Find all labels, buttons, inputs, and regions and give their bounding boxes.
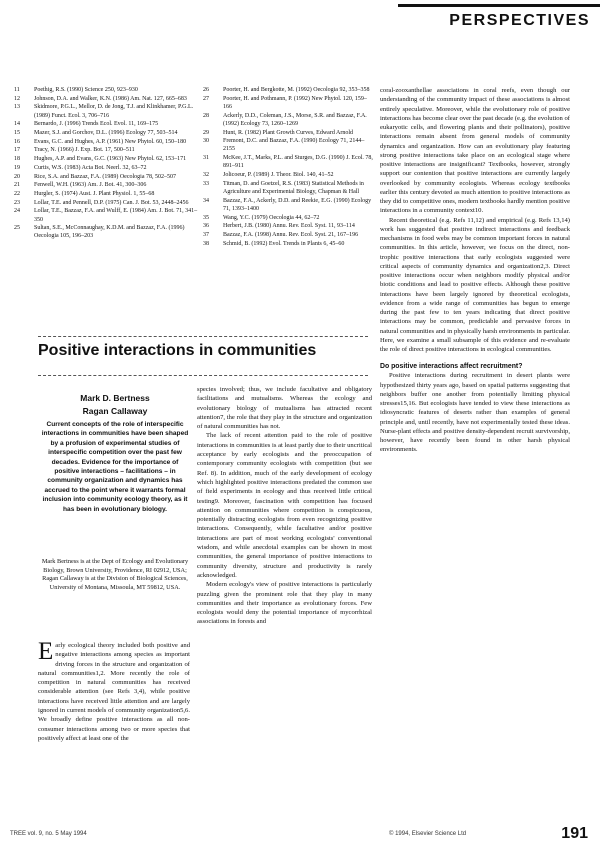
- paragraph: Recent theoretical (e.g. Refs 11,12) and empirical (e.g. Refs 13,14) work has suggested that positive indirect interactions and feedback mechanisms in food webs may be common important forces in natural communities. In this article, however, we focus on the direct, non-trophic positive interactions that early ecologists suggested were critical aspects of community dynamics and organization2,3. Direct positive interactions occur when neighbors modify physical and/or biotic conditions and lead to positive effects. Although these positive interactions have been largely ignored by theoretical ecologists, evidence from a wide range of communities has begun to emerge during the past few to ten years indicating that direct positive interactions may be common, predictable and pervasive forces in natural communities and in physically harsh environments in particular. Here, we examine a small subsample of this evidence and re-evaluate the role of direct positive interactions in ecological communities.: [380, 216, 570, 353]
- reference-text: Poorter, H. and Bergkotte, M. (1992) Oecologia 92, 353–358: [223, 87, 370, 93]
- reference-number: 28: [203, 112, 209, 119]
- reference-entry: [203, 171, 373, 179]
- reference-text: Curtis, W.S. (1983) Acta Bot. Neerl. 32, 63–72: [34, 164, 147, 171]
- paragraph: The lack of recent attention paid to the role of positive interactions in communities is at least partly due to their uncritical acceptance by early ecologists and the preoccupation of contemporary community ecologists with competition (but see Ref. 8). In addition, much of the early development of ecology which highlighted positive interactions predated the common use of field experiments in ecology and thus received little critical testing9. Moreover, fascination with competition has focused attention on communities where competition is conspicuous, potentially distracting ecologists from even recognizing positive interactions. Consequently, while facultative and/or positive interactions are part of most working ecologists' conventional wisdom, and while anecdotal examples can be shown in most communities, the general importance of positive interactions to community diversity, structure and productivity is rarely acknowledged.: [197, 432, 372, 579]
- reference-number: 37: [203, 231, 209, 238]
- reference-entry: [14, 224, 199, 240]
- reference-entry: [14, 95, 199, 103]
- reference-text: Ackerly, D.D., Coleman, J.S., Morse, S.R. and Bazzaz, F.A. (1992) Ecology 73, 1260–1269: [223, 112, 367, 127]
- reference-number: 38: [203, 240, 209, 247]
- reference-number: 11: [14, 87, 20, 93]
- reference-number: 35: [203, 214, 209, 221]
- reference-text: Herbert, J.B. (1980) Annu. Rev. Ecol. Syst. 11, 93–114: [223, 223, 355, 230]
- reference-entry: [203, 197, 373, 213]
- reference-number: 25: [14, 225, 20, 232]
- reference-number: 23: [14, 199, 20, 206]
- author-name: Mark D. Bertness: [80, 393, 150, 403]
- reference-number: 30: [203, 138, 209, 145]
- title-divider-top: [38, 336, 368, 337]
- reference-entry: [14, 181, 199, 189]
- reference-text: Jolicoeur, P. (1989) J. Theor. Biol. 140, 41–52: [223, 172, 334, 179]
- reference-number: 18: [14, 156, 20, 163]
- reference-text: Schmid, B. (1992) Evol. Trends in Plants 6, 45–60: [223, 240, 345, 247]
- reference-entry: [203, 154, 373, 170]
- reference-entry: [203, 231, 373, 239]
- section-subheading: Do positive interactions affect recruitment?: [380, 363, 523, 371]
- reference-text: Sultan, S.E., McConnaughay, K.D.M. and Bazzaz, F.A. (1996) Oecologia 105, 196–203: [34, 225, 185, 240]
- reference-text: Evans, G.C. and Hughes, A.P. (1961) New Phytol. 60, 150–180: [34, 138, 187, 145]
- reference-text: Lollar, T.E., Bazzaz, F.A. and Wulff, E. (1984) Am. J. Bot. 71, 341–350: [34, 208, 198, 223]
- reference-text: Tracy, N. (1966) J. Exp. Bot. 17, 500–511: [34, 147, 135, 154]
- drop-cap: E: [38, 638, 54, 665]
- reference-number: 33: [203, 180, 209, 187]
- reference-number: 27: [203, 95, 209, 102]
- reference-entry: [14, 86, 199, 94]
- reference-text: Bernardo, J. (1996) Trends Ecol. Evol. 11, 169–175: [34, 121, 159, 128]
- body-text: arly ecological theory included both positive and negative interactions among species as important driving forces in the structure and organization of natural communities1,2. More recently the role of competition in natural communities has received considerable attention (see Refs 3,4), while positive interactions have received little attention and are largely ignored in current models of community organization5,6. We broadly define positive interactions as all non-consumer interactions among two or more species that positively affect at least one of the: [38, 642, 190, 742]
- reference-text: Bazzaz, F.A. (1998) Annu. Rev. Ecol. Syst. 21, 167–196: [223, 231, 359, 238]
- reference-text: Poethig, R.S. (1990) Science 250, 923–930: [34, 87, 138, 93]
- reference-entry: [203, 240, 373, 248]
- reference-entry: [14, 146, 199, 154]
- reference-entry: [14, 207, 199, 223]
- reference-text: Lollar, T.E. and Pennell, D.P. (1975) Can. J. Bot. 53, 2448–2456: [34, 199, 189, 206]
- reference-entry: [203, 86, 373, 94]
- header-rule: [398, 4, 600, 12]
- reference-text: Fremont, D.C. and Bazzaz, F.A. (1990) Ecology 71, 2144–2155: [223, 138, 365, 153]
- paragraph: Modern ecology's view of positive interactions is particularly puzzling given the prominent role that they play in many communities and their importance as evolutionary forces. Few ecologists would deny the potential importance of mycorrhizal associations in forests and: [197, 581, 372, 626]
- reference-text: Skidmore, P.G.L., Mellor, D. de Jong, T.J. and Klinkhamer, P.G.L. (1989) Funct. Ecol. 3, 706–716: [34, 104, 194, 119]
- reference-text: Hurgler, S. (1974) Aust. J. Plant Physiol. 1, 55–68: [34, 190, 155, 197]
- reference-entry: [14, 129, 199, 137]
- reference-entry: [203, 214, 373, 222]
- reference-number: 24: [14, 208, 20, 215]
- reference-text: Bazzaz, F.A., Ackerly, D.D. and Reekie, E.G. (1990) Ecology 71, 1393–1400: [223, 197, 372, 212]
- author-affiliation: Mark Bertness is at the Dept of Ecology and Evolutionary Biology, Brown University, Providence, RI 02912, USA; Ragan Callaway is at the Division of Biological Sciences, University of Montana, Missoula, MT 59812, USA.: [41, 558, 189, 591]
- reference-entry: [203, 137, 373, 153]
- reference-entry: [14, 120, 199, 128]
- reference-number: 17: [14, 147, 20, 154]
- title-divider-bottom: [38, 375, 368, 376]
- reference-text: Rice, S.A. and Bazzaz, F.A. (1989) Oecologia 78, 502–507: [34, 173, 176, 180]
- reference-text: Hughes, A.P. and Evans, G.C. (1963) New Phytol. 62, 153–171: [34, 156, 187, 163]
- author-name: Ragan Callaway: [82, 406, 148, 416]
- reference-list-left: [14, 86, 199, 241]
- reference-text: Fenwell, W.H. (1963) Am. J. Bot. 41, 300–306: [34, 182, 147, 189]
- reference-text: Wang, Y.C. (1979) Oecologia 44, 62–72: [223, 214, 320, 221]
- reference-number: 12: [14, 95, 20, 102]
- reference-entry: [14, 155, 199, 163]
- reference-entry: [203, 95, 373, 111]
- reference-entry: [14, 103, 199, 119]
- page-number: 191: [561, 825, 588, 842]
- reference-text: Johnson, D.A. and Walker, K.N. (1986) Am. Nat. 127, 665–683: [34, 95, 187, 102]
- reference-number: 14: [14, 121, 20, 128]
- reference-text: Titman, D. and Goetzel, R.S. (1983) Statistical Methods in Agriculture and Experimental Biology, Chapman & Hall: [223, 180, 364, 195]
- reference-entry: [203, 129, 373, 137]
- reference-number: 13: [14, 104, 20, 111]
- reference-entry: [14, 190, 199, 198]
- reference-number: 32: [203, 172, 209, 179]
- paragraph: Positive interactions during recruitment in desert plants were hypothesized thirty years ago, based on spatial patterns suggesting that neighbors buffer one another from potentially limiting physical stresses15,16. But ecologists have tended to view these interactions as idiosyncratic features of deserts rather than examples of general principle and, until recently, have not experimentally tested these ideas. Nurse-plant effects and positive density-dependent recruit survivorship, however, have recently been found in other harsh physical environments.: [380, 372, 570, 454]
- reference-number: 29: [203, 129, 209, 136]
- reference-text: Hunt, R. (1982) Plant Growth Curves, Edward Arnold: [223, 129, 353, 136]
- reference-number: 36: [203, 223, 209, 230]
- reference-entry: [203, 112, 373, 128]
- reference-number: 20: [14, 173, 20, 180]
- article-title: Positive interactions in communities: [38, 342, 317, 359]
- reference-entry: [203, 180, 373, 196]
- body-column-left: [38, 638, 190, 743]
- section-title: PERSPECTIVES: [449, 12, 590, 29]
- reference-number: 31: [203, 155, 209, 162]
- reference-number: 34: [203, 197, 209, 204]
- reference-entry: [14, 199, 199, 207]
- journal-citation: TREE vol. 9, no. 5 May 1994: [10, 831, 87, 837]
- reference-entry: [14, 138, 199, 146]
- reference-entry: [14, 164, 199, 172]
- reference-list-right: [203, 86, 373, 248]
- paragraph: species involved; thus, we include facultative and obligatory facilitations and mutualisms. Whereas the ecology and evolutionary biology of mutualisms has attracted recent attention7, the role that they play in the structure and organization of natural communities has not.: [197, 386, 372, 431]
- reference-number: 16: [14, 138, 20, 145]
- reference-number: 15: [14, 130, 20, 137]
- author-block: [40, 392, 190, 418]
- body-column-middle: [197, 385, 372, 627]
- copyright-notice: © 1994, Elsevier Science Ltd: [389, 831, 467, 837]
- body-column-right: [380, 86, 570, 455]
- paragraph: coral-zooxanthellae associations in coral reefs, even though our understanding of the community impact of these associations is almost entirely speculative. Moreover, while the evolutionary role of positive interactions has become clear over the past decade (e.g. the evolution of eukaryotic cells, and flowering plants and their pollinators), positive interactions remain absent from general models of community dynamics and organization. How can an evolutionary play featuring strong positive interactions take place on an ecological stage where positive interactions are insignificant? Textbooks, however, strongly support our contention that positive interactions are currently largely overlooked by community ecologists. Whereas ecology textbooks earlier this century devoted as much attention to positive interactions as they did to competitive ones, modern textbooks hardly mention positive interactions in a community context10.: [380, 87, 570, 215]
- reference-text: McKee, J.T., Marks, P.L. and Sturges, D.G. (1990) J. Ecol. 78, 891–911: [223, 155, 373, 170]
- reference-text: Poorter, H. and Pothmann, P. (1992) New Phytol. 120, 159–166: [223, 95, 367, 110]
- reference-number: 22: [14, 190, 20, 197]
- reference-entry: [14, 173, 199, 181]
- reference-number: 26: [203, 87, 209, 93]
- reference-entry: [203, 222, 373, 230]
- abstract: Current concepts of the role of interspecific interactions in communities have been shaped by a profusion of experimental studies of interspecific competition over the past few decades. Evidence for the importance of positive interactions – facilitations – in community organization and dynamics has accrued to the point where it warrants formal inclusion into community ecology theory, as it has been in evolutionary biology.: [41, 421, 189, 513]
- reference-number: 19: [14, 164, 20, 171]
- reference-number: 21: [14, 182, 20, 189]
- reference-text: Mazer, S.J. and Gorchov, D.L. (1996) Ecology 77, 503–514: [34, 130, 178, 137]
